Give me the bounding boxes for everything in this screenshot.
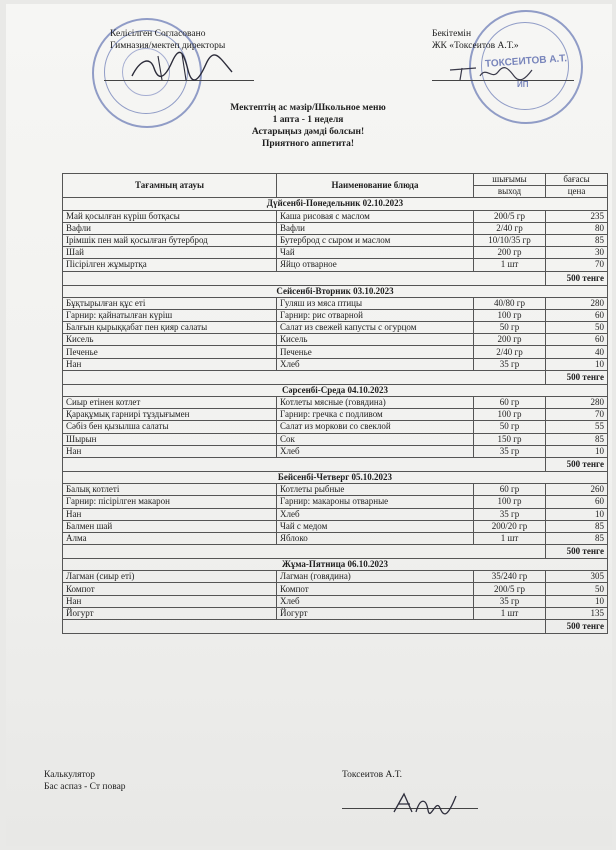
dish-name-kz: Шай	[63, 247, 277, 259]
dish-portion: 2/40 гр	[474, 346, 546, 358]
dish-name-kz: Балық котлеті	[63, 484, 277, 496]
day-title: Сәрсенбі-Среда 04.10.2023	[63, 384, 608, 396]
dish-portion: 200 гр	[474, 334, 546, 346]
title-line2: 1 апта - 1 неделя	[272, 115, 344, 125]
dish-portion: 2/40 гр	[474, 222, 546, 234]
approval-right-line1: Бекітемін	[432, 29, 472, 39]
dish-name-kz: Шырын	[63, 433, 277, 445]
table-row	[63, 520, 608, 532]
day-total: 500 тенге	[546, 457, 608, 471]
dish-price: 85	[546, 532, 608, 544]
day-total: 500 тенге	[546, 370, 608, 384]
footer-right: Токсеитов А.Т.	[342, 770, 402, 780]
dish-name-ru: Гарнир: гречка с подливом	[277, 409, 474, 421]
dish-name-ru: Бутерброд с сыром и маслом	[277, 234, 474, 246]
dish-name-ru: Салат из свежей капусты с огурцом	[277, 322, 474, 334]
table-row	[63, 607, 608, 619]
left-signature	[128, 50, 238, 86]
dish-price: 60	[546, 334, 608, 346]
dish-name-ru: Гарнир: макароны отварные	[277, 496, 474, 508]
col-header-price-ru: цена	[546, 186, 608, 198]
dish-name-ru: Яблоко	[277, 532, 474, 544]
dish-portion: 1 шт	[474, 259, 546, 271]
dish-name-kz: Йогурт	[63, 607, 277, 619]
dish-name-ru: Хлеб	[277, 508, 474, 520]
total-row	[63, 457, 608, 471]
dish-name-ru: Йогурт	[277, 607, 474, 619]
table-row	[63, 595, 608, 607]
dish-name-ru: Яйцо отварное	[277, 259, 474, 271]
dish-name-ru: Чай с медом	[277, 520, 474, 532]
dish-name-ru: Компот	[277, 583, 474, 595]
dish-name-kz: Нан	[63, 508, 277, 520]
menu-title	[0, 102, 616, 150]
table-row	[63, 445, 608, 457]
dish-portion: 200/5 гр	[474, 583, 546, 595]
dish-name-kz: Гарнир: қайнатылған күріш	[63, 309, 277, 321]
dish-price: 40	[546, 346, 608, 358]
dish-portion: 200/20 гр	[474, 520, 546, 532]
dish-price: 10	[546, 595, 608, 607]
dish-price: 10	[546, 508, 608, 520]
table-row	[63, 334, 608, 346]
table-row	[63, 322, 608, 334]
dish-name-ru: Котлеты мясные (говядина)	[277, 397, 474, 409]
dish-portion: 200 гр	[474, 247, 546, 259]
day-row	[63, 384, 608, 396]
dish-portion: 60 гр	[474, 397, 546, 409]
col-header-out-ru: выход	[474, 186, 546, 198]
table-row	[63, 508, 608, 520]
right-signature	[446, 58, 536, 84]
dish-price: 305	[546, 571, 608, 583]
approval-left	[110, 28, 225, 52]
dish-price: 280	[546, 297, 608, 309]
dish-price: 60	[546, 496, 608, 508]
dish-name-ru: Хлеб	[277, 358, 474, 370]
table-row	[63, 484, 608, 496]
dish-name-kz: Кисель	[63, 334, 277, 346]
table-header-row	[63, 174, 608, 186]
approval-right	[432, 28, 519, 52]
day-row	[63, 285, 608, 297]
table-row	[63, 297, 608, 309]
dish-name-kz: Компот	[63, 583, 277, 595]
dish-price: 85	[546, 234, 608, 246]
total-row	[63, 620, 608, 634]
dish-name-kz: Нан	[63, 595, 277, 607]
dish-portion: 35 гр	[474, 595, 546, 607]
table-row	[63, 346, 608, 358]
col-header-ru: Наименование блюда	[277, 174, 474, 198]
dish-name-kz: Сиыр етінен котлет	[63, 397, 277, 409]
dish-name-ru: Котлеты рыбные	[277, 484, 474, 496]
footer-signature	[390, 788, 462, 818]
dish-name-ru: Вафли	[277, 222, 474, 234]
dish-name-kz: Печенье	[63, 346, 277, 358]
dish-name-kz: Алма	[63, 532, 277, 544]
day-total: 500 тенге	[546, 545, 608, 559]
table-row	[63, 222, 608, 234]
day-row	[63, 471, 608, 483]
table-row	[63, 409, 608, 421]
dish-portion: 35 гр	[474, 358, 546, 370]
col-header-price-kz: бағасы	[546, 174, 608, 186]
dish-name-kz: Гарнир: пісірілген макарон	[63, 496, 277, 508]
total-row	[63, 370, 608, 384]
table-row	[63, 583, 608, 595]
footer-calculator: Калькулятор	[44, 770, 96, 780]
day-title: Бейсенбі-Четверг 05.10.2023	[63, 471, 608, 483]
day-total: 500 тенге	[546, 271, 608, 285]
dish-name-kz: Лагман (сиыр еті)	[63, 571, 277, 583]
total-spacer	[63, 457, 546, 471]
dish-name-kz: Вафли	[63, 222, 277, 234]
dish-portion: 50 гр	[474, 421, 546, 433]
dish-price: 85	[546, 433, 608, 445]
dish-portion: 200/5 гр	[474, 210, 546, 222]
dish-name-kz: Нан	[63, 358, 277, 370]
menu-table-body	[63, 198, 608, 634]
col-header-out-kz: шығымы	[474, 174, 546, 186]
table-row	[63, 532, 608, 544]
title-line1: Мектептің ас мәзір/Школьное меню	[230, 103, 386, 113]
table-row	[63, 309, 608, 321]
day-title: Дүйсенбі-Понедельник 02.10.2023	[63, 198, 608, 210]
dish-portion: 100 гр	[474, 309, 546, 321]
dish-price: 70	[546, 259, 608, 271]
total-spacer	[63, 545, 546, 559]
table-row	[63, 210, 608, 222]
table-row	[63, 247, 608, 259]
dish-price: 135	[546, 607, 608, 619]
dish-portion: 60 гр	[474, 484, 546, 496]
dish-portion: 40/80 гр	[474, 297, 546, 309]
table-row	[63, 571, 608, 583]
total-row	[63, 271, 608, 285]
dish-portion: 1 шт	[474, 532, 546, 544]
table-row	[63, 397, 608, 409]
footer-left	[44, 769, 126, 793]
footer-chef: Бас аспаз - Ст повар	[44, 782, 126, 792]
total-spacer	[63, 271, 546, 285]
dish-price: 80	[546, 222, 608, 234]
dish-portion: 150 гр	[474, 433, 546, 445]
table-row	[63, 433, 608, 445]
dish-price: 50	[546, 583, 608, 595]
dish-portion: 100 гр	[474, 409, 546, 421]
dish-price: 85	[546, 520, 608, 532]
dish-portion: 35 гр	[474, 508, 546, 520]
dish-name-ru: Салат из моркови со свеклой	[277, 421, 474, 433]
stamp-name: ТОКСЕИТОВ А.Т.	[484, 53, 568, 70]
dish-name-ru: Гарнир: рис отварной	[277, 309, 474, 321]
dish-name-ru: Чай	[277, 247, 474, 259]
dish-price: 10	[546, 358, 608, 370]
dish-name-ru: Печенье	[277, 346, 474, 358]
approval-left-line2: Гимназия/мектеп директоры	[110, 41, 226, 51]
dish-price: 280	[546, 397, 608, 409]
day-total: 500 тенге	[546, 620, 608, 634]
dish-name-ru: Гуляш из мяса птицы	[277, 297, 474, 309]
approval-left-line1: Келісілген Согласовано	[110, 29, 206, 39]
dish-price: 55	[546, 421, 608, 433]
dish-name-kz: Бұқтырылған құс еті	[63, 297, 277, 309]
total-spacer	[63, 620, 546, 634]
dish-price: 30	[546, 247, 608, 259]
table-row	[63, 259, 608, 271]
dish-name-ru: Сок	[277, 433, 474, 445]
total-spacer	[63, 370, 546, 384]
title-line3: Астарыңыз дәмді болсын!	[251, 127, 365, 137]
menu-table	[62, 173, 608, 634]
dish-name-ru: Кисель	[277, 334, 474, 346]
dish-name-ru: Хлеб	[277, 595, 474, 607]
dish-price: 50	[546, 322, 608, 334]
approval-right-line2: ЖК «Токсеитов А.Т.»	[432, 41, 519, 51]
dish-price: 260	[546, 484, 608, 496]
table-row	[63, 421, 608, 433]
dish-portion: 50 гр	[474, 322, 546, 334]
dish-price: 60	[546, 309, 608, 321]
dish-name-kz: Пісірілген жұмыртқа	[63, 259, 277, 271]
dish-name-ru: Лагман (говядина)	[277, 571, 474, 583]
title-line4: Приятного аппетита!	[261, 139, 354, 149]
stamp-sub: ИП	[517, 80, 529, 89]
dish-name-kz: Сәбіз бен қызылша салаты	[63, 421, 277, 433]
dish-name-ru: Хлеб	[277, 445, 474, 457]
dish-name-kz: Балмен шай	[63, 520, 277, 532]
dish-portion: 35 гр	[474, 445, 546, 457]
dish-portion: 10/10/35 гр	[474, 234, 546, 246]
dish-price: 235	[546, 210, 608, 222]
total-row	[63, 545, 608, 559]
dish-name-ru: Каша рисовая с маслом	[277, 210, 474, 222]
day-title: Жұма-Пятница 06.10.2023	[63, 559, 608, 571]
dish-portion: 1 шт	[474, 607, 546, 619]
day-row	[63, 198, 608, 210]
dish-price: 70	[546, 409, 608, 421]
dish-name-kz: Балғын қырыққабат пен қияр салаты	[63, 322, 277, 334]
day-row	[63, 559, 608, 571]
dish-name-kz: Нан	[63, 445, 277, 457]
table-row	[63, 234, 608, 246]
dish-price: 10	[546, 445, 608, 457]
dish-name-kz: Май қосылған күріш ботқасы	[63, 210, 277, 222]
dish-name-kz: Ірімшік пен май қосылған бутерброд	[63, 234, 277, 246]
dish-name-kz: Қарақұмық гарнирі тұздығымен	[63, 409, 277, 421]
table-row	[63, 496, 608, 508]
table-row	[63, 358, 608, 370]
dish-portion: 100 гр	[474, 496, 546, 508]
dish-portion: 35/240 гр	[474, 571, 546, 583]
col-header-kz: Тағамның атауы	[63, 174, 277, 198]
day-title: Сейсенбі-Вторник 03.10.2023	[63, 285, 608, 297]
